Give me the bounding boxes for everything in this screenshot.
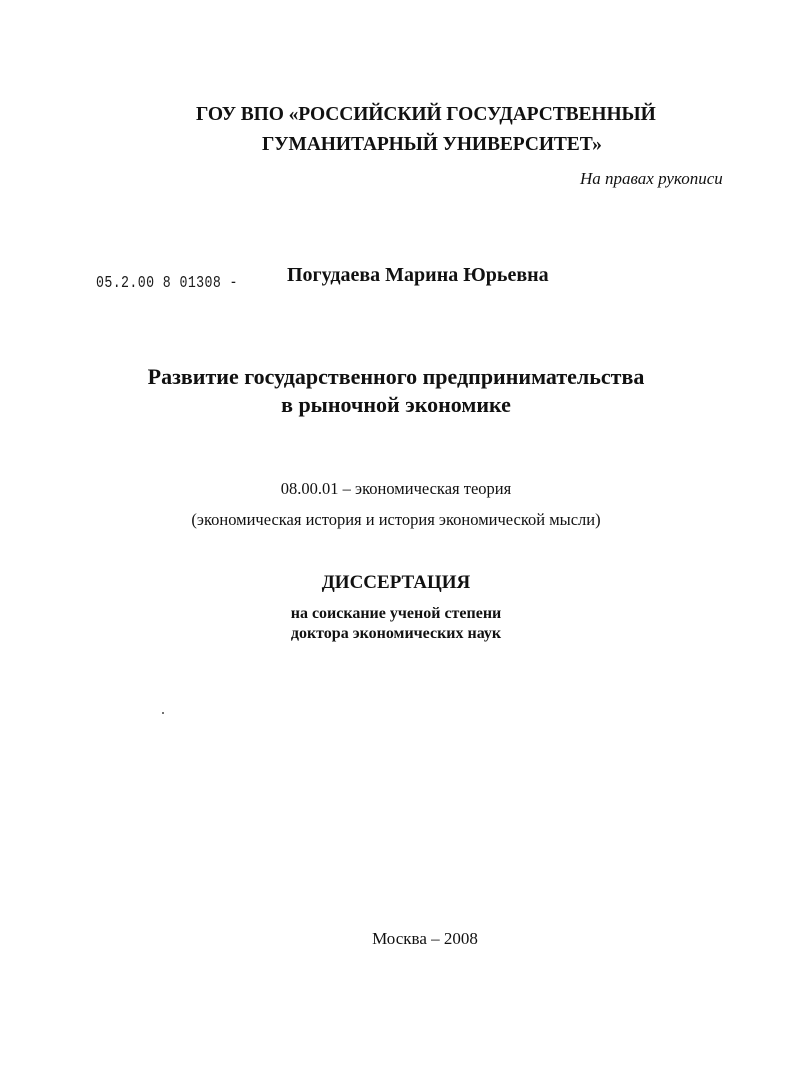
manuscript-rights-note: На правах рукописи [580,169,723,188]
specialty-subfield: (экономическая история и история экономической мысли) [191,510,601,529]
degree-line-1: на соискание ученой степени [290,605,502,622]
institution-name-line-2: ГУМАНИТАРНЫЙ УНИВЕРСИТЕТ» [262,134,602,155]
dissertation-title-line-1: Развитие государственного предпринимательства [147,364,645,389]
specialty-code: 08.00.01 – экономическая теория [280,479,512,498]
catalog-stamp-number: 05.2.00 8 01308 - [96,274,238,293]
scan-speck-mark [162,712,164,714]
place-and-year: Москва – 2008 [372,929,478,948]
institution-name-line-1: ГОУ ВПО «РОССИЙСКИЙ ГОСУДАРСТВЕННЫЙ [196,104,656,125]
dissertation-title-line-2: в рыночной экономике [281,392,511,417]
author-name: Погудаева Марина Юрьевна [287,264,549,286]
document-type-heading: ДИССЕРТАЦИЯ [321,572,471,593]
degree-line-2: доктора экономических наук [290,625,502,642]
